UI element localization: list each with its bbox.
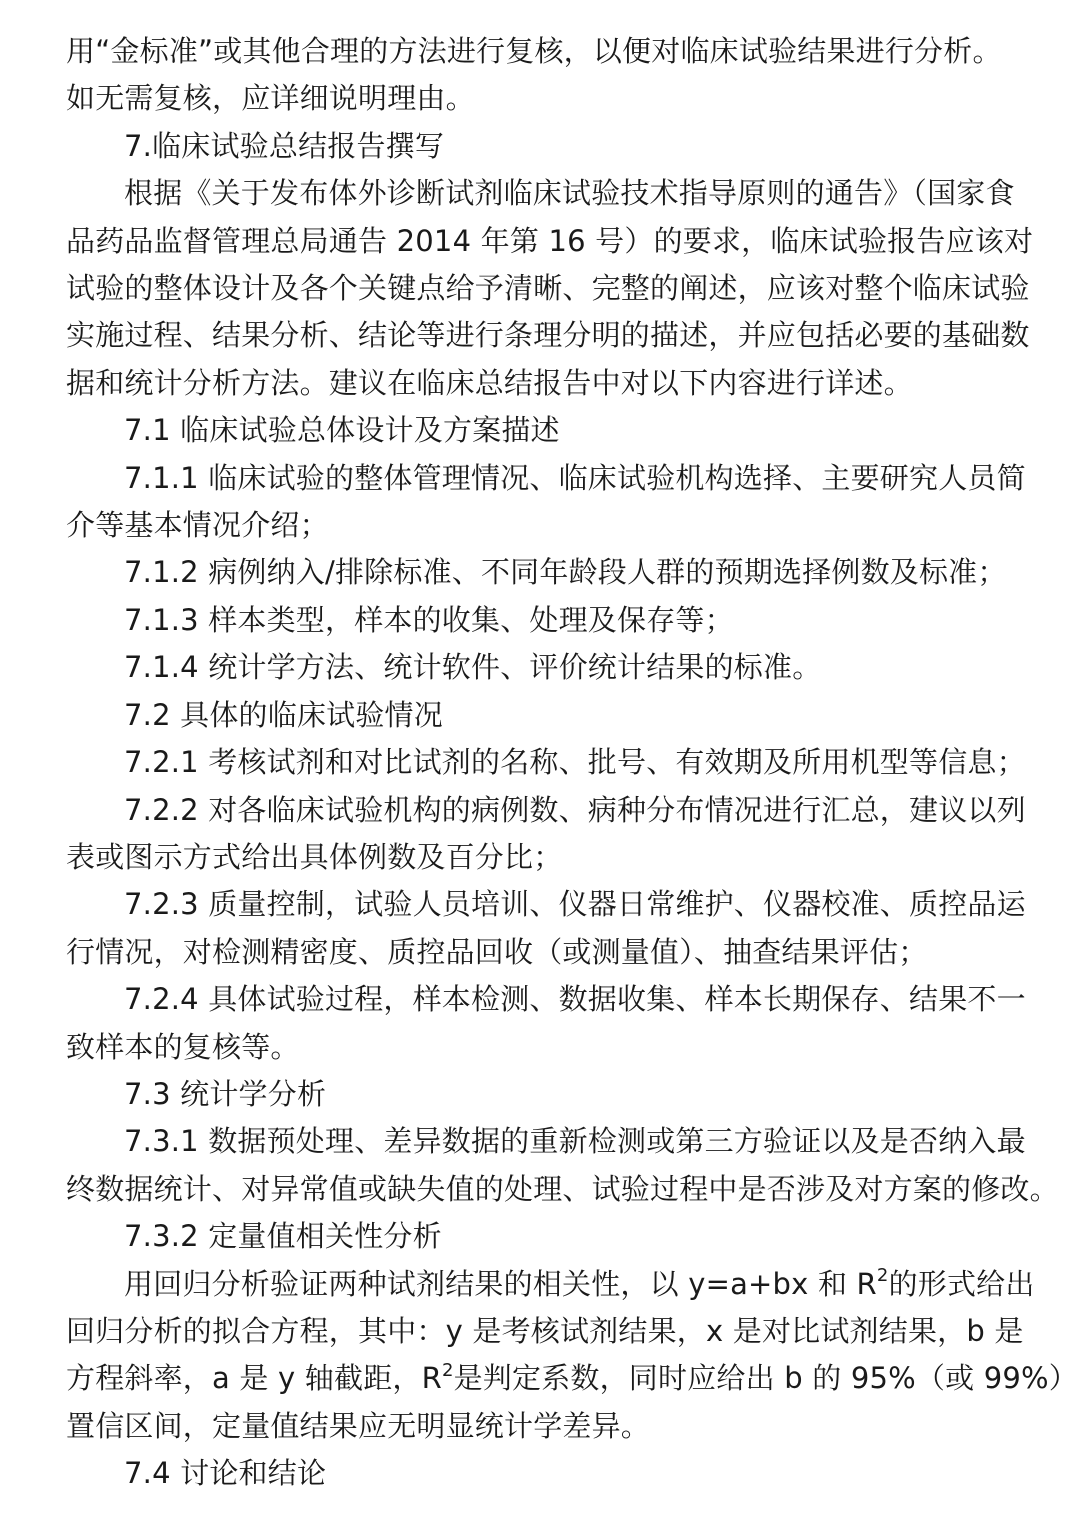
text-line: 根据《关于发布体外诊断试剂临床试验技术指导原则的通告》（国家食 (124, 176, 1015, 211)
text-line: 品药品监督管理总局通告 2014 年第 16 号）的要求，临床试验报告应该对 (66, 223, 1034, 258)
superscript: 2 (876, 1264, 889, 1286)
item-7-2-1 (66, 739, 1024, 786)
text-line: 致样本的复核等。 (66, 1029, 300, 1064)
text-line: 介等基本情况介绍； (66, 508, 329, 543)
text-line: 7.1.2 病例纳入/排除标准、不同年龄段人群的预期选择例数及标准； (124, 555, 1007, 590)
section-heading-7-3-2 (66, 1213, 1024, 1260)
text-line: 表或图示方式给出具体例数及百分比； (66, 839, 563, 874)
item-7-2-4 (66, 976, 1024, 1071)
section-heading-7 (66, 123, 1024, 170)
item-7-2-3 (66, 881, 1024, 976)
text-line: 7.3.1 数据预处理、差异数据的重新检测或第三方验证以及是否纳入最 (124, 1124, 1026, 1159)
text-line: 7.2.2 对各临床试验机构的病例数、病种分布情况进行汇总，建议以列 (124, 792, 1026, 827)
section-heading-7-3 (66, 1071, 1024, 1118)
heading-text: 7.3.2 定量值相关性分析 (124, 1219, 442, 1254)
text-line: 7.2.1 考核试剂和对比试剂的名称、批号、有效期及所用机型等信息； (124, 745, 1026, 780)
text-line: 7.2.4 具体试验过程，样本检测、数据收集、样本长期保存、结果不一 (124, 982, 1026, 1017)
text-line: 7.1.4 统计学方法、统计软件、评价统计结果的标准。 (124, 650, 822, 685)
text-fragment: 是判定系数，同时应给出 b 的 95%（或 99%） (453, 1361, 1079, 1396)
text-line: 置信区间，定量值结果应无明显统计学差异。 (66, 1408, 651, 1443)
text-line: 回归分析的拟合方程，其中：y 是考核试剂结果，x 是对比试剂结果，b 是 (66, 1313, 1024, 1348)
paragraph-gold-standard-review (66, 28, 1024, 123)
text-line: 7.1.3 样本类型，样本的收集、处理及保存等； (124, 602, 734, 637)
item-7-1-3 (66, 597, 1024, 644)
text-line: 行情况，对检测精密度、质控品回收（或测量值）、抽查结果评估； (66, 934, 928, 969)
paragraph-regression-analysis (66, 1261, 1079, 1451)
text-line: 如无需复核，应详细说明理由。 (66, 81, 475, 116)
heading-text: 7.4 讨论和结论 (124, 1456, 327, 1491)
text-line: 用“金标准”或其他合理的方法进行复核，以便对临床试验结果进行分析。 (66, 34, 1002, 68)
item-7-2-2 (66, 787, 1024, 882)
section-heading-7-1 (66, 407, 1024, 454)
item-7-3-1 (66, 1118, 1059, 1213)
text-line: 终数据统计、对异常值或缺失值的处理、试验过程中是否涉及对方案的修改。 (66, 1171, 1059, 1206)
text-line (66, 1355, 1079, 1402)
heading-text: 7.2 具体的临床试验情况 (124, 697, 443, 732)
item-7-1-2 (66, 549, 1024, 596)
section-heading-7-2 (66, 692, 1024, 739)
section-heading-7-4 (66, 1450, 1024, 1497)
text-fragment: 方程斜率，a 是 y 轴截距，R (66, 1361, 442, 1396)
text-fragment: 的形式给出 (888, 1266, 1035, 1301)
paragraph-report-requirements (66, 170, 1034, 407)
superscript: 2 (441, 1359, 454, 1381)
text-line: 据和统计分析方法。建议在临床总结报告中对以下内容进行详述。 (66, 365, 913, 400)
text-line: 实施过程、结果分析、结论等进行条理分明的描述，并应包括必要的基础数 (66, 318, 1030, 353)
heading-text: 7.3 统计学分析 (124, 1076, 327, 1111)
item-7-1-4 (66, 644, 1024, 691)
heading-text: 7.1 临床试验总体设计及方案描述 (124, 413, 560, 448)
text-fragment: 用回归分析验证两种试剂结果的相关性，以 y=a+bx 和 R (124, 1266, 877, 1301)
text-line: 7.1.1 临床试验的整体管理情况、临床试验机构选择、主要研究人员简 (124, 460, 1026, 495)
item-7-1-1 (66, 455, 1024, 550)
text-line (66, 1261, 1035, 1308)
text-line: 试验的整体设计及各个关键点给予清晰、完整的阐述，应该对整个临床试验 (66, 271, 1030, 306)
heading-text: 7.临床试验总结报告撰写 (124, 128, 445, 163)
text-line: 7.2.3 质量控制，试验人员培训、仪器日常维护、仪器校准、质控品运 (124, 887, 1026, 922)
